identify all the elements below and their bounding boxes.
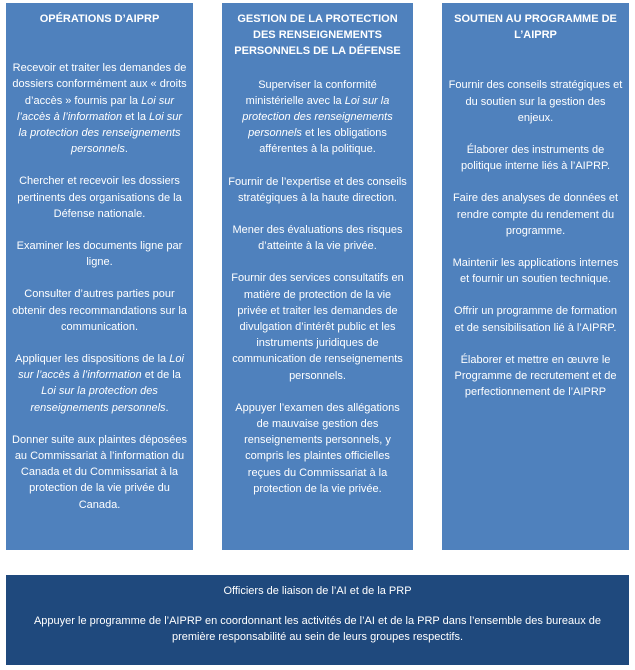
item-text: Mener des évaluations des risques d’atteinte à la vie privée. [232,224,403,253]
column-item [448,303,623,335]
column-item [12,60,187,157]
column-item [12,286,187,335]
law-title: Loi sur l’accès à l’information [16,94,175,123]
item-text: Fournir de l’expertise et des conseils stratégiques à la haute direction. [228,175,407,204]
column-item [228,174,407,206]
item-text: et la [122,110,150,123]
item-text: Offrir un programme de formation et de sensibilisation lié à l’AIPRP. [453,305,618,334]
law-title: Loi sur la protection des renseignements personnels [30,385,166,414]
column-program-support [442,3,629,550]
column-privacy-management [222,3,413,550]
item-text: . [165,401,169,414]
liaison-description: Appuyer le programme de l’AIPRP en coordonnant les activités de l’AI et de la PRP dans l’ensemble des bureaux de première responsabilité au sein de leurs groupes respectifs. [33,615,602,644]
item-text: Donner suite aux plaintes déposées au Commissariat à l’information du Canada et du Commissariat à la protection de la vie privée du Canada. [12,433,187,511]
column-items [12,60,187,513]
item-text: Chercher et recevoir les dossiers pertinents des organisations de la Défense nationale. [17,175,182,220]
column-item [448,142,623,174]
item-text: et de la [141,369,181,382]
item-text: Fournir des conseils stratégiques et du soutien sur la gestion des enjeux. [448,79,623,124]
item-text: et les obligations afférentes à la politique. [259,127,387,156]
item-text: Appuyer l’examen des allégations de mauvaise gestion des renseignements personnels, y compris les plaintes officielles reçues du Commissariat à la protection de la vie privée. [235,401,400,495]
column-item [448,255,623,287]
item-text: Recevoir et traiter les demandes de dossiers conformément aux « droits d’accès » fournis par la [12,62,187,107]
item-text: Consulter d’autres parties pour obtenir des recommandations sur la communication. [12,288,187,333]
column-item [12,238,187,270]
column-items [448,77,623,400]
column-item [228,222,407,254]
column-title: OPÉRATIONS D’AIPRP [39,13,160,25]
item-text: Examiner les documents ligne par ligne. [16,240,183,269]
column-item [228,77,407,158]
liaison-officers-box [6,575,629,665]
column-item [228,400,407,497]
column-operations [6,3,193,550]
law-title: Loi sur la protection des renseignements personnels [18,110,183,156]
law-title: Loi sur la protection des renseignements personnels [242,94,393,140]
item-text: Appliquer les dispositions de la [15,353,170,366]
column-item [228,270,407,383]
law-title: Loi sur l’accès à l’information [18,353,184,382]
column-items [228,77,407,497]
column-item [448,77,623,126]
item-text: . [124,143,128,156]
column-item [448,190,623,239]
column-title: GESTION DE LA PROTECTION DES RENSEIGNEMENTS PERSONNELS DE LA DÉFENSE [234,13,401,58]
liaison-title: Officiers de liaison de l’AI et de la PRP [223,585,412,597]
item-text: Fournir des services consultatifs en matière de protection de la vie privée et traiter les demandes de divulgation d’intérêt public et les instruments juridiques de communication de renseignements personnels. [231,272,404,382]
column-item [12,173,187,222]
column-item [448,352,623,401]
item-text: Superviser la conformité ministérielle avec la [245,78,377,107]
item-text: Faire des analyses de données et rendre compte du rendement du programme. [452,192,619,237]
column-item [12,351,187,416]
column-title: SOUTIEN AU PROGRAMME DE L’AIPRP [454,13,617,42]
column-item [12,432,187,513]
item-text: Élaborer des instruments de politique interne liés à l’AIPRP. [461,144,610,173]
item-text: Maintenir les applications internes et fournir un soutien technique. [452,257,619,286]
item-text: Élaborer et mettre en œuvre le Programme de recrutement et de perfectionnement de l’AIPRP [454,353,617,399]
